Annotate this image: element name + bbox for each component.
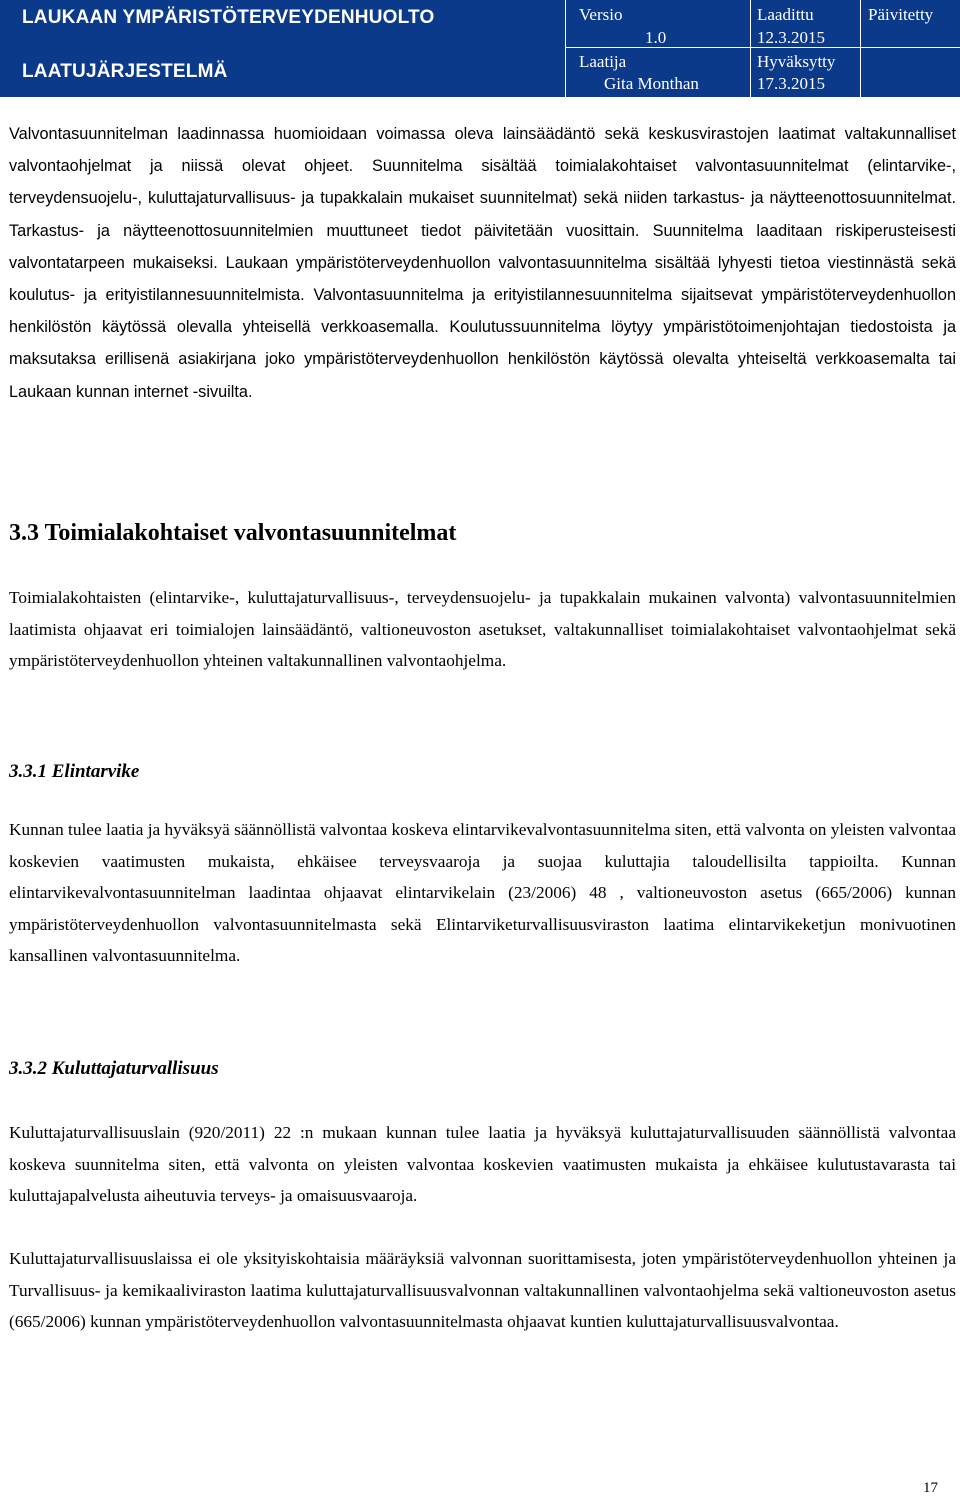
- intro-paragraph: Valvontasuunnitelman laadinnassa huomioidaan voimassa oleva lainsäädäntö sekä keskusvirastojen laatimat valtakunnalliset valvontaohjelmat ja niissä olevat ohjeet. Suunnitelma sisältää toimialakohtaiset valvontasuunnitelmat (elintarvike-, terveydensuojelu-, kuluttajaturvallisuus- ja tupakkalain mukaiset suunnitelmat) sekä niiden tarkastus- ja näytteenottosuunnitelmat. Tarkastus- ja näytteenottosuunnitelmien muuttuneet tiedot päivitetään vuosittain. Suunnitelma laaditaan riskiperusteisesti valvontatarpeen mukaiseksi. Laukaan ympäristöterveydenhuollon valvontasuunnitelma sisältää lyhyesti tietoa viestinnästä sekä koulutus- ja erityistilannesuunnitelmista. Valvontasuunnitelma ja erityistilannesuunnitelma sijaitsevat ympäristöterveydenhuollon henkilöstön käytössä olevalla yhteisellä verkkoasemalla. Koulutussuunnitelma löytyy ympäristötoimenjohtajan tiedostoista ja maksutaksa erillisenä asiakirjana joko ympäristöterveydenhuollon henkilöstön käytössä olevalta yhteiseltä verkkoasemalta tai Laukaan kunnan internet -sivuilta.: [9, 125, 956, 401]
- version-label: Versio: [579, 5, 623, 24]
- author-name: Gita Monthan: [604, 74, 699, 93]
- section-3-3-paragraph: Toimialakohtaisten (elintarvike-, kuluttajaturvallisuus-, terveydensuojelu- ja tupakkalain mukainen valvonta) valvontasuunnitelmien laatimista ohjaavat eri toimialojen lainsäädäntö, valtioneuvoston asetukset, valtakunnalliset toimialakohtaiset valvontaohjelmat sekä ympäristöterveydenhuollon yhteinen valtakunnallinen valvontaohjelma.: [9, 588, 956, 670]
- organization-name: LAUKAAN YMPÄRISTÖTERVEYDENHUOLTO: [22, 7, 435, 28]
- system-name: LAATUJÄRJESTELMÄ: [22, 61, 228, 82]
- document-header: [0, 0, 960, 97]
- created-label: Laadittu: [757, 5, 814, 24]
- version-value: 1.0: [645, 28, 667, 47]
- section-heading-3-3: 3.3 Toimialakohtaiset valvontasuunnitelmat: [9, 520, 457, 546]
- created-date: 12.3.2015: [757, 28, 825, 47]
- approved-date: 17.3.2015: [757, 74, 825, 93]
- section-heading-3-3-2: 3.3.2 Kuluttajaturvallisuus: [9, 1058, 219, 1079]
- updated-label: Päivitetty: [868, 5, 934, 24]
- section-3-3-2-paragraph-2: Kuluttajaturvallisuuslaissa ei ole yksityiskohtaisia määräyksiä valvonnan suorittamisesta, joten ympäristöterveydenhuollon yhteinen ja Turvallisuus- ja kemikaaliviraston laatima kuluttajaturvallisuusvalvonnan valtakunnallinen valvontaohjelma sekä valtioneuvoston asetus (665/2006) kunnan ympäristöterveydenhuollon valvontasuunnitelmasta ohjaavat kuntien kuluttajaturvallisuusvalvontaa.: [9, 1249, 956, 1331]
- section-3-3-1-paragraph: Kunnan tulee laatia ja hyväksyä säännöllistä valvontaa koskeva elintarvikevalvontasuunnitelma siten, että valvonta on yleisten valvontaa koskevien vaatimusten mukaista, ehkäisee terveysvaaroja ja suojaa kuluttajia taloudellisilta tappioilta. Kunnan elintarvikevalvontasuunnitelman laadintaa ohjaavat elintarvikelain (23/2006) 48 , valtioneuvoston asetus (665/2006) kunnan ympäristöterveydenhuollon valvontasuunnitelmasta sekä Elintarviketurvallisuusviraston laatima elintarvikeketjun monivuotinen kansallinen valvontasuunnitelma.: [9, 820, 956, 965]
- author-label: Laatija: [579, 52, 627, 71]
- header-divider: [750, 0, 751, 97]
- header-divider: [565, 0, 566, 97]
- approved-label: Hyväksytty: [757, 52, 836, 71]
- page-number: 17: [923, 1480, 938, 1496]
- section-heading-3-3-1: 3.3.1 Elintarvike: [9, 761, 140, 782]
- header-divider: [860, 0, 861, 97]
- section-3-3-2-paragraph-1: Kuluttajaturvallisuuslain (920/2011) 22 :n mukaan kunnan tulee laatia ja hyväksyä kuluttajaturvallisuuden säännöllistä valvontaa koskeva suunnitelma siten, että valvonta on yleisten valvontaa koskevien vaatimusten mukaista ja ehkäisee kulutustavarasta tai kuluttajapalvelusta aiheutuvia terveys- ja omaisuusvaaroja.: [9, 1123, 956, 1205]
